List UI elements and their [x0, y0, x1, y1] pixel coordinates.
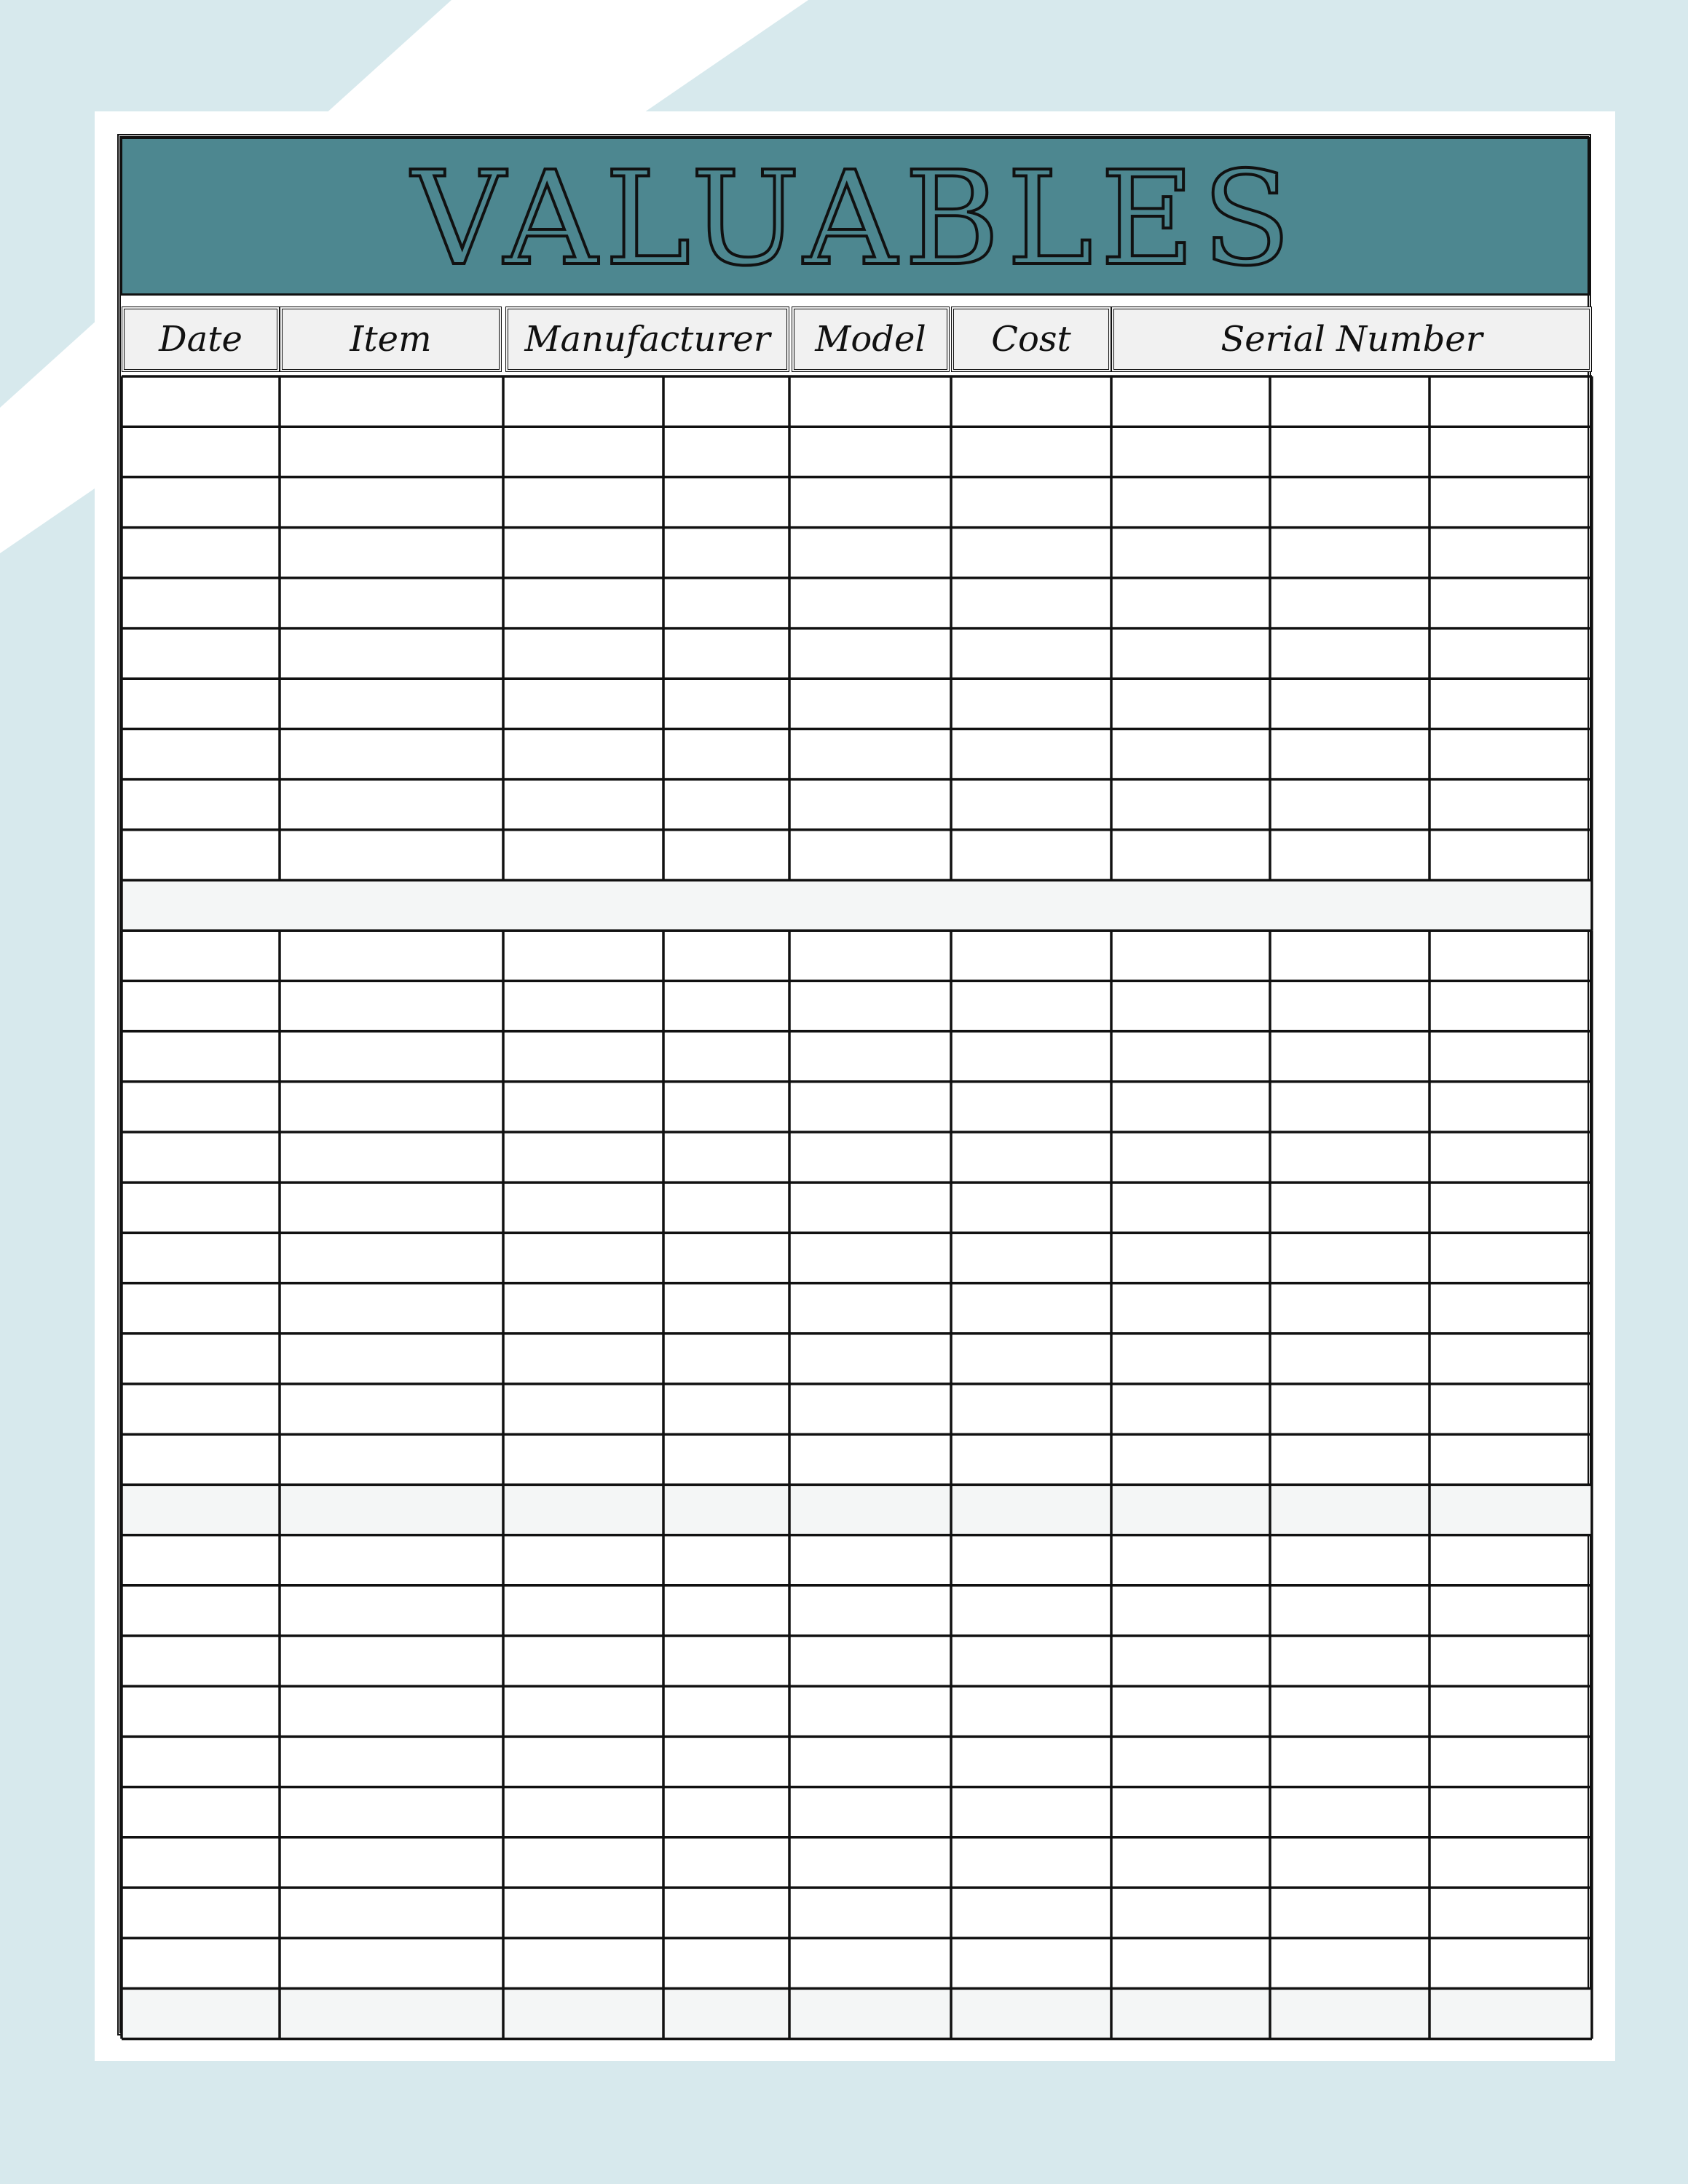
valuables-sheet	[95, 111, 1615, 2061]
page-title: VALUABLES	[411, 143, 1298, 294]
column-header-item: Item	[280, 306, 502, 372]
sheet-border	[117, 134, 1591, 2035]
column-header-model: Model	[792, 306, 950, 372]
column-header-date: Date	[122, 306, 280, 372]
column-header-cost: Cost	[951, 306, 1111, 372]
title-banner	[120, 137, 1590, 296]
column-header-serial-number: Serial Number	[1111, 306, 1592, 372]
column-header-manufacturer: Manufacturer	[505, 306, 789, 372]
